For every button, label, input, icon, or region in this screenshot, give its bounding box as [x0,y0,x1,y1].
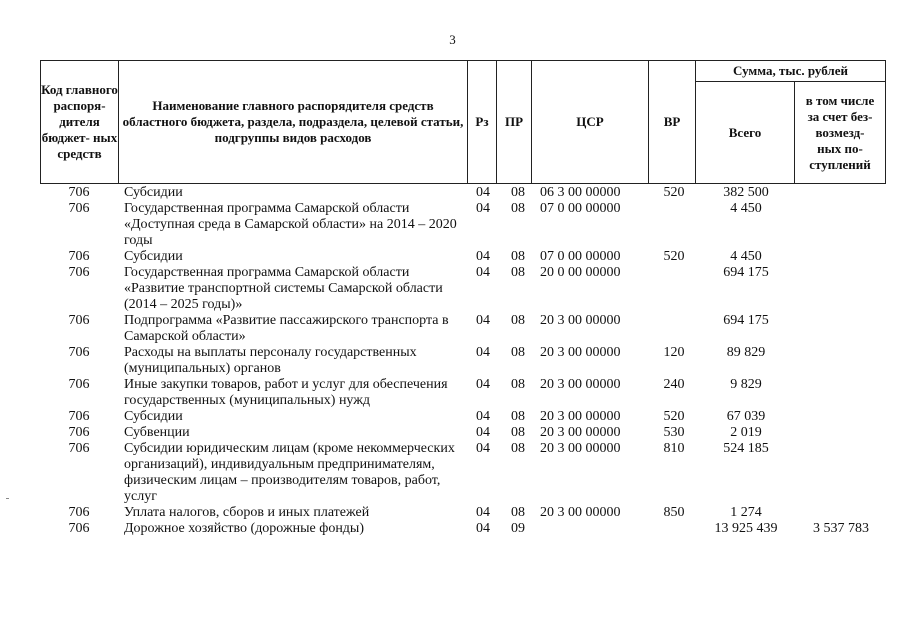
cell-csr: 20 3 00 00000 [540,377,621,392]
cell-pr: 08 [511,409,525,424]
cell-rz: 04 [476,441,490,456]
cell-vr: 810 [663,441,685,456]
cell-csr: 20 0 00 00000 [540,265,621,280]
cell-code: 706 [68,249,90,264]
cell-name: Расходы на выплаты персоналу государственных (муниципальных) органов [124,345,417,376]
cell-vr: 520 [663,409,685,424]
cell-rz: 04 [476,201,490,216]
table-row [40,377,886,409]
table-row [40,345,886,377]
scan-speck [6,498,9,499]
cell-grants: 3 537 783 [813,521,869,536]
cell-name: Субвенции [124,425,190,440]
cell-name: Субсидии [124,409,183,424]
cell-code: 706 [68,425,90,440]
cell-name: Субсидии [124,185,183,200]
cell-vr: 520 [663,185,685,200]
table-row [40,521,886,537]
cell-total: 4 450 [730,249,762,264]
cell-name: Подпрограмма «Развитие пассажирского транспорта в Самарской области» [124,313,449,344]
cell-rz: 04 [476,521,490,536]
cell-rz: 04 [476,409,490,424]
table-row [40,505,886,521]
table-row [40,265,886,313]
cell-pr: 08 [511,505,525,520]
cell-total: 524 185 [723,441,769,456]
cell-code: 706 [68,201,90,216]
cell-total: 89 829 [726,345,766,360]
cell-name: Дорожное хозяйство (дорожные фонды) [124,521,365,536]
cell-rz: 04 [476,185,490,200]
header-name: Наименование главного распорядителя средств областного бюджета, раздела, подраздела, целевой статьи, подгруппы видов расходов [118,60,468,184]
cell-vr: 240 [663,377,685,392]
cell-code: 706 [68,377,90,392]
cell-rz: 04 [476,377,490,392]
cell-total: 13 925 439 [714,521,778,536]
cell-csr: 20 3 00 00000 [540,345,621,360]
cell-pr: 08 [511,313,525,328]
cell-rz: 04 [476,425,490,440]
cell-csr: 20 3 00 00000 [540,425,621,440]
cell-total: 1 274 [730,505,762,520]
cell-csr: 20 3 00 00000 [540,505,621,520]
cell-csr: 06 3 00 00000 [540,185,621,200]
cell-csr: 07 0 00 00000 [540,201,621,216]
cell-pr: 08 [511,425,525,440]
cell-total: 9 829 [730,377,762,392]
header-rz: Рз [467,60,497,184]
table-row [40,409,886,425]
header-csr: ЦСР [531,60,649,184]
table-row [40,185,886,201]
table-row [40,249,886,265]
table-row [40,313,886,345]
cell-vr: 530 [663,425,685,440]
cell-pr: 08 [511,441,525,456]
cell-total: 2 019 [730,425,762,440]
cell-pr: 08 [511,377,525,392]
cell-pr: 08 [511,345,525,360]
header-sum: Сумма, тыс. рублей [695,60,886,82]
cell-code: 706 [68,409,90,424]
cell-rz: 04 [476,345,490,360]
cell-name: Уплата налогов, сборов и иных платежей [124,505,370,520]
cell-csr: 20 3 00 00000 [540,409,621,424]
cell-rz: 04 [476,249,490,264]
cell-csr: 20 3 00 00000 [540,313,621,328]
cell-code: 706 [68,505,90,520]
cell-name: Иные закупки товаров, работ и услуг для обеспечения государственных (муниципальных) нужд [124,377,448,408]
cell-code: 706 [68,345,90,360]
cell-rz: 04 [476,313,490,328]
header-pr: ПР [496,60,532,184]
cell-code: 706 [68,441,90,456]
cell-code: 706 [68,185,90,200]
cell-vr: 120 [663,345,685,360]
table-row [40,425,886,441]
table-row [40,201,886,249]
cell-pr: 08 [511,201,525,216]
cell-pr: 08 [511,185,525,200]
header-grants: в том числе за счет без- возмезд- ных по- ступлений [794,81,886,184]
cell-rz: 04 [476,505,490,520]
cell-pr: 08 [511,265,525,280]
header-code: Код главного распоря- дителя бюджет- ных средств [40,60,119,184]
cell-total: 382 500 [723,185,769,200]
cell-pr: 09 [511,521,525,536]
cell-name: Государственная программа Самарской области «Развитие транспортной системы Самарской области (2014 – 2025 годы)» [124,265,443,312]
cell-total: 694 175 [723,265,769,280]
cell-pr: 08 [511,249,525,264]
cell-total: 4 450 [730,201,762,216]
cell-total: 67 039 [726,409,766,424]
cell-vr: 850 [663,505,685,520]
cell-code: 706 [68,313,90,328]
cell-vr: 520 [663,249,685,264]
cell-name: Субсидии [124,249,183,264]
cell-name: Государственная программа Самарской области «Доступная среда в Самарской области» на 2014 – 2020 годы [124,201,457,248]
page-number: 3 [449,32,456,47]
cell-name: Субсидии юридическим лицам (кроме некоммерческих организаций), индивидуальным предпринимателям, физическим лицам – производителям товаров, работ, услуг [124,441,455,504]
header-total: Всего [695,81,795,184]
cell-rz: 04 [476,265,490,280]
cell-code: 706 [68,521,90,536]
header-vr: ВР [648,60,696,184]
table-row [40,441,886,505]
table-body [40,185,886,537]
cell-csr: 07 0 00 00000 [540,249,621,264]
cell-csr: 20 3 00 00000 [540,441,621,456]
cell-code: 706 [68,265,90,280]
cell-total: 694 175 [723,313,769,328]
